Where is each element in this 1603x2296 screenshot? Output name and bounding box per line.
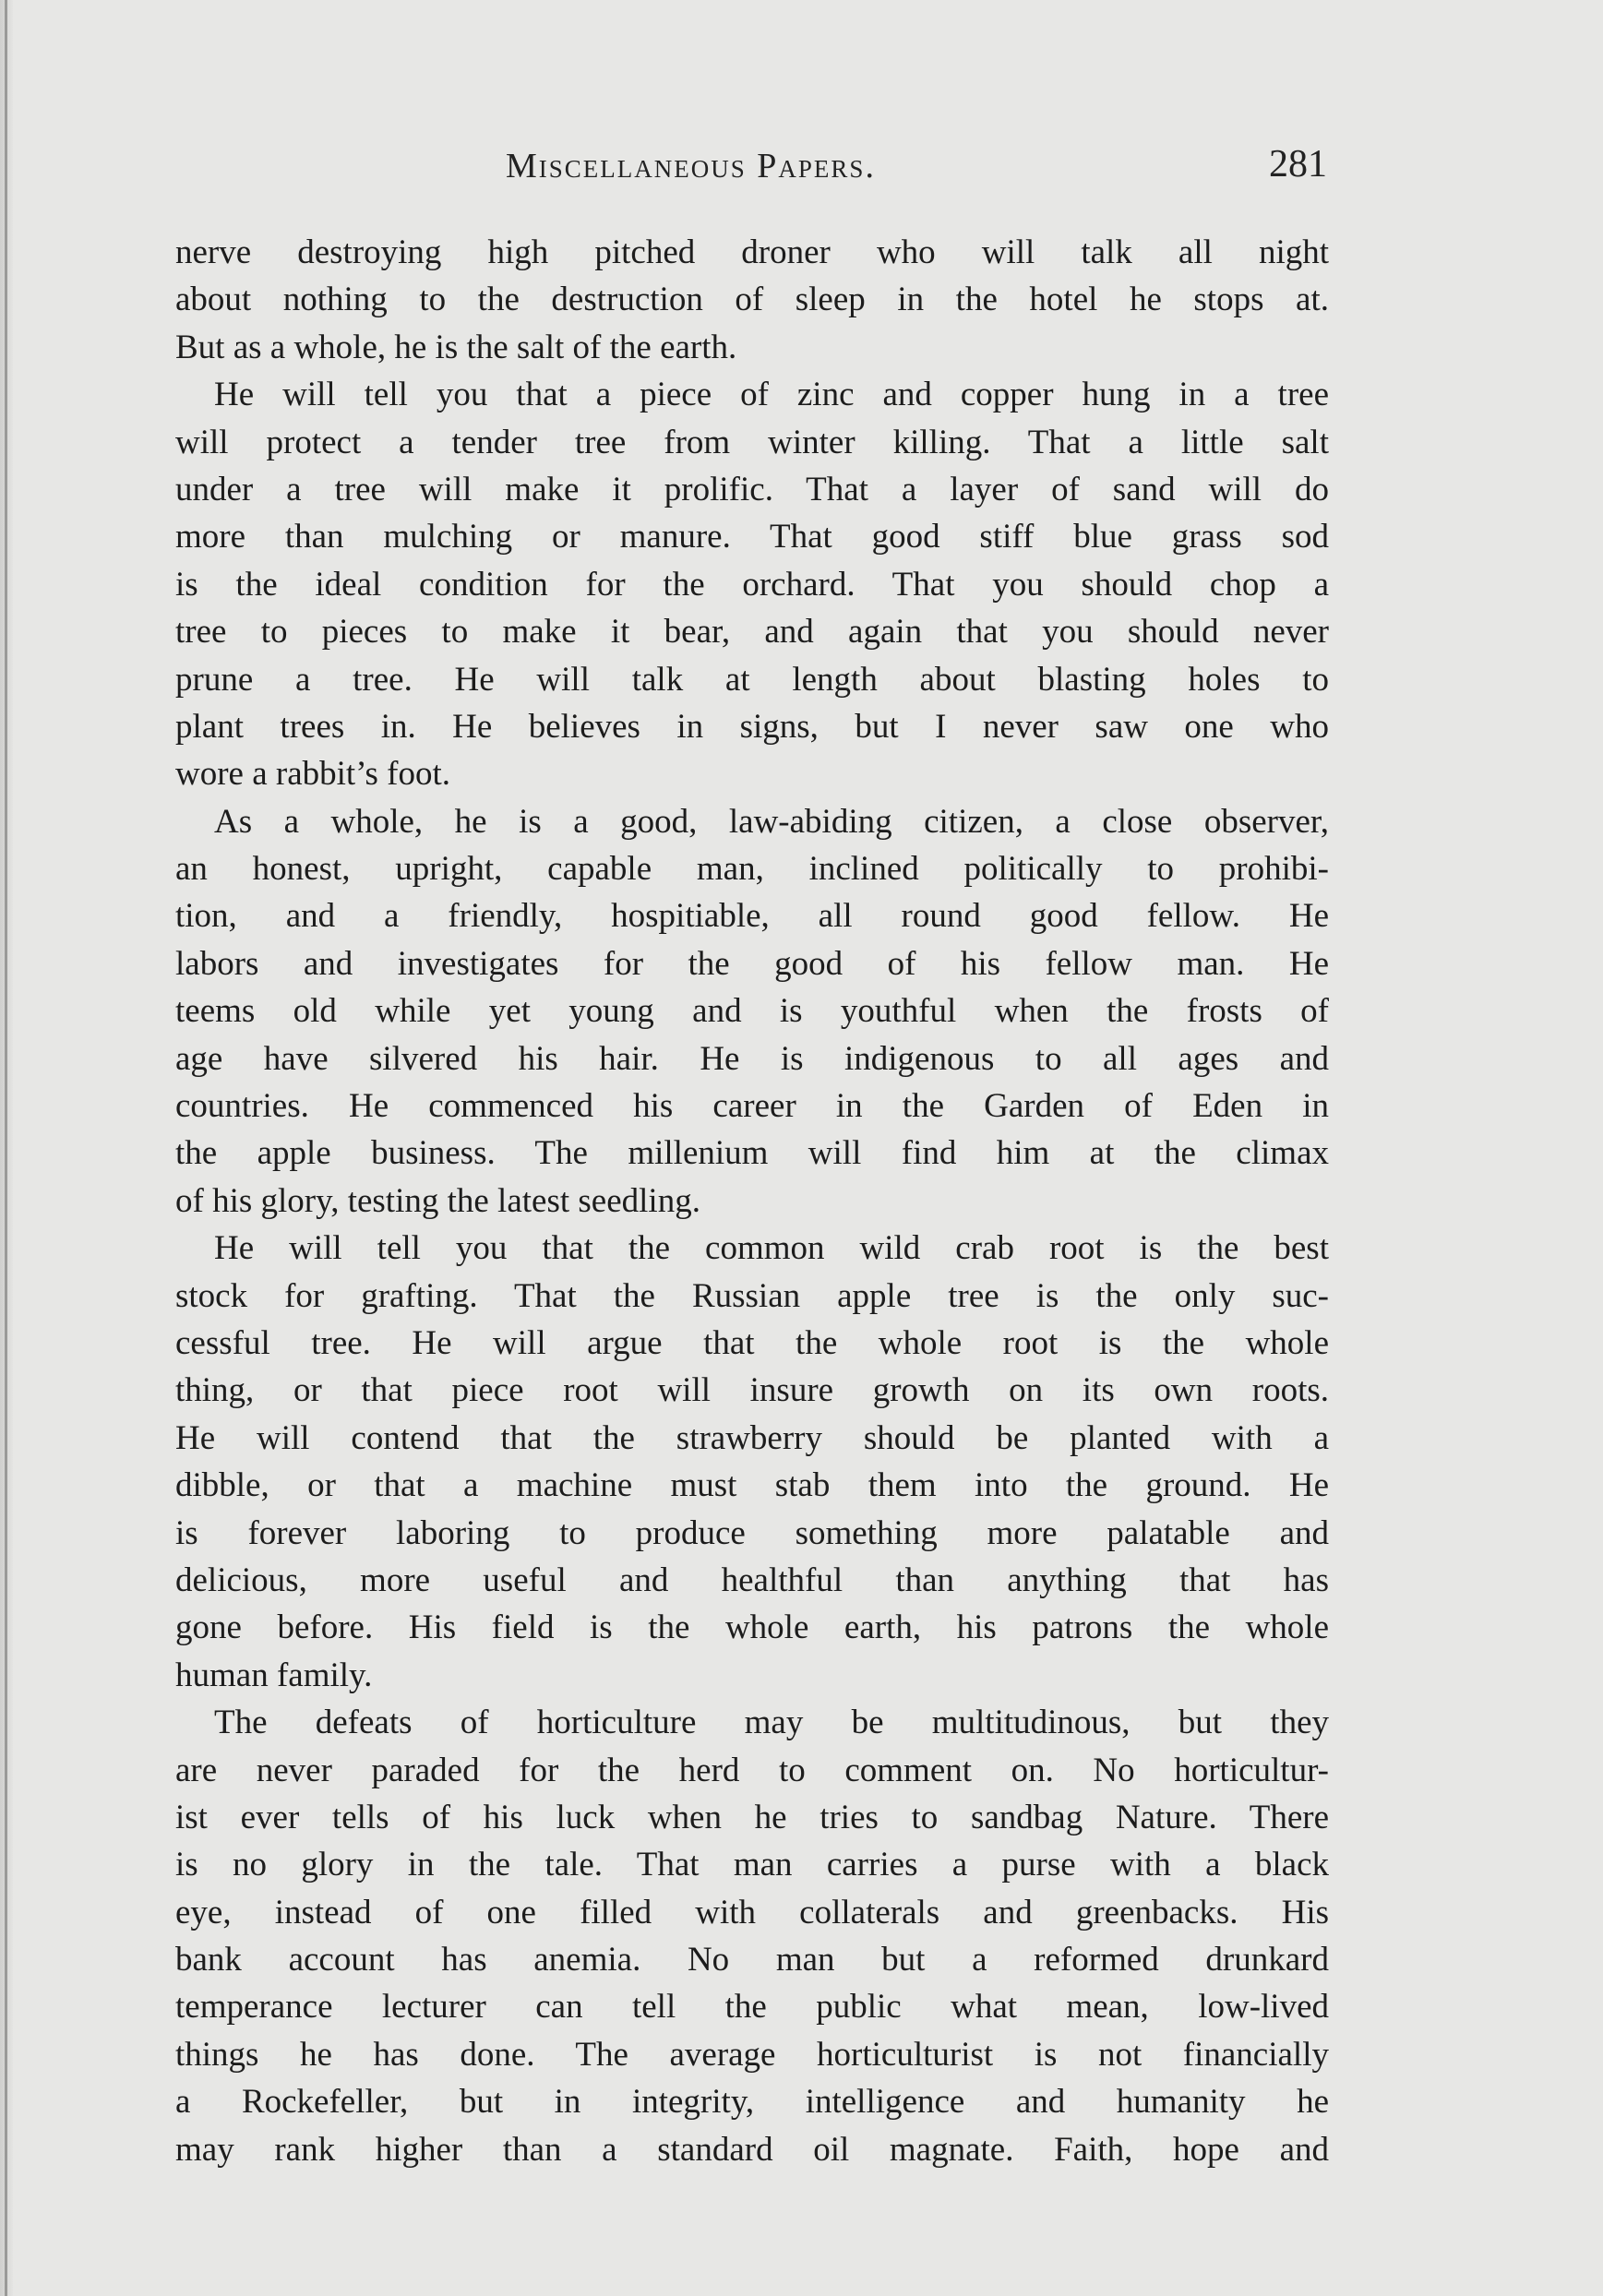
text-line: more than mulching or manure. That good stiff blue grass sod — [175, 518, 1329, 556]
text-line: a Rockefeller, but in integrity, intelligence and humanity he — [175, 2083, 1329, 2122]
running-head: Miscellaneous Papers. — [506, 147, 876, 185]
page-number: 281 — [1269, 143, 1327, 185]
text-line: nerve destroying high pitched droner who will talk all night — [175, 233, 1329, 271]
text-line: He will tell you that the common wild crab root is the best — [214, 1229, 1329, 1268]
text-line: teems old while yet young and is youthful when the frosts of — [175, 992, 1329, 1031]
text-line: ist ever tells of his luck when he tries to sandbag Nature. There — [175, 1798, 1329, 1836]
text-line: bank account has anemia. No man but a reformed drunkard — [175, 1941, 1329, 1979]
text-line: eye, instead of one filled with collaterals and greenbacks. His — [175, 1893, 1329, 1931]
text-line: thing, or that piece root will insure growth on its own roots. — [175, 1371, 1329, 1410]
text-line: countries. He commenced his career in the Garden of Eden in — [175, 1087, 1329, 1126]
text-line: temperance lecturer can tell the public what mean, low-lived — [175, 1988, 1329, 2027]
text-line: The defeats of horticulture may be multitudinous, but they — [214, 1704, 1329, 1742]
text-line: human family. — [175, 1656, 373, 1694]
text-line: are never paraded for the herd to comment on. No horticultur- — [175, 1751, 1329, 1789]
text-line: of his glory, testing the latest seedling. — [175, 1181, 700, 1220]
page-header — [173, 138, 1327, 194]
text-line: As a whole, he is a good, law-abiding citizen, a close observer, — [214, 802, 1329, 841]
body-text — [175, 229, 1329, 2173]
text-line: He will contend that the strawberry should be planted with a — [175, 1418, 1329, 1457]
text-line: wore a rabbit’s foot. — [175, 755, 450, 794]
page-gutter — [0, 0, 13, 2296]
text-line: labors and investigates for the good of his fellow man. He — [175, 944, 1329, 983]
text-line: gone before. His field is the whole earth, his patrons the whole — [175, 1608, 1329, 1647]
text-line: stock for grafting. That the Russian apple tree is the only suc- — [175, 1276, 1329, 1315]
text-line: is the ideal condition for the orchard. That you should chop a — [175, 565, 1329, 604]
text-line: is no glory in the tale. That man carries a purse with a black — [175, 1846, 1329, 1884]
text-line: the apple business. The millenium will find him at the climax — [175, 1134, 1329, 1173]
text-line: under a tree will make it prolific. That a layer of sand will do — [175, 470, 1329, 508]
text-line: about nothing to the destruction of sleep in the hotel he stops at. — [175, 281, 1329, 319]
text-line: plant trees in. He believes in signs, but I never saw one who — [175, 707, 1329, 746]
text-line: cessful tree. He will argue that the whole root is the whole — [175, 1323, 1329, 1362]
text-line: an honest, upright, capable man, inclined politically to prohibi- — [175, 850, 1329, 889]
text-line: tion, and a friendly, hospitiable, all round good fellow. He — [175, 897, 1329, 936]
text-line: will protect a tender tree from winter killing. That a little salt — [175, 423, 1329, 461]
text-line: age have silvered his hair. He is indigenous to all ages and — [175, 1039, 1329, 1078]
text-line: tree to pieces to make it bear, and again that you should never — [175, 613, 1329, 652]
text-line: may rank higher than a standard oil magnate. Faith, hope and — [175, 2130, 1329, 2169]
text-line: things he has done. The average horticulturist is not financially — [175, 2035, 1329, 2074]
text-line: is forever laboring to produce something more palatable and — [175, 1513, 1329, 1552]
text-line: He will tell you that a piece of zinc and copper hung in a tree — [214, 376, 1329, 414]
text-line: delicious, more useful and healthful than anything that has — [175, 1561, 1329, 1599]
gutter-edge-line — [5, 0, 7, 2296]
text-line: dibble, or that a machine must stab them into the ground. He — [175, 1466, 1329, 1505]
text-line: But as a whole, he is the salt of the earth. — [175, 328, 737, 366]
text-line: prune a tree. He will talk at length about blasting holes to — [175, 660, 1329, 699]
